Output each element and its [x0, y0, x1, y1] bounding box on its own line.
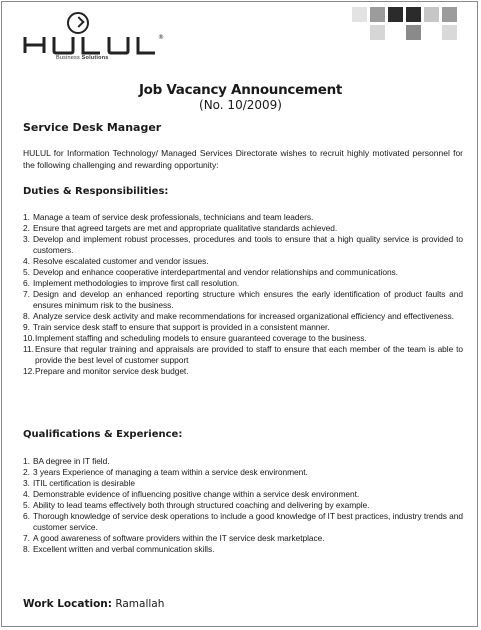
list-item: 7. Design and develop an enhanced reporting structure which ensures the early identification of product faults and ensures minimum risk to the business. — [23, 289, 463, 310]
logo-chevron-icon — [67, 12, 89, 34]
list-item: 5. Develop and enhance cooperative interdepartmental and vendor relationships and communications. — [23, 267, 398, 277]
list-item: 2. Ensure that agreed targets are met and appropriate qualitative standards achieved. — [23, 223, 338, 233]
list-item: 5. Ability to lead teams effectively both through structured coaching and delivering by example. — [23, 500, 370, 510]
list-item: 9. Train service desk staff to ensure that support is provided in a consistent manner. — [23, 322, 330, 332]
list-item: 4. Resolve escalated customer and vendor issues. — [23, 256, 209, 266]
page-title: Job Vacancy Announcement — [138, 82, 343, 98]
list-item: 1. BA degree in IT field. — [23, 456, 110, 466]
list-item: 6. Implement methodologies to improve first call resolution. — [23, 278, 240, 288]
list-item: 11. Ensure that regular training and appraisals are provided to staff to ensure that each member of the team is able to provide the best level of customer support — [23, 344, 463, 365]
qualifications-heading: Qualifications & Experience: — [23, 429, 183, 440]
vacancy-number: (No. 10/2009) — [199, 98, 282, 112]
duties-list — [23, 212, 463, 377]
list-item: 12. Prepare and monitor service desk budget. — [23, 366, 189, 376]
list-item: 3. ITIL certification is desirable — [23, 478, 135, 488]
logo-wordmark — [22, 35, 172, 55]
work-location: Work Location: Ramallah — [23, 598, 165, 610]
job-title: Service Desk Manager — [23, 121, 162, 134]
list-item: 4. Demonstrable evidence of influencing positive change within a service desk environment. — [23, 489, 360, 499]
list-item: 10. Implement staffing and scheduling models to ensure guaranteed coverage to the business. — [23, 333, 367, 343]
intro-paragraph: HULUL for Information Technology/ Managed Services Directorate wishes to recruit highly motivated personnel for the following challenging and rewarding opportunity: — [23, 148, 463, 170]
registered-mark: ® — [158, 34, 164, 41]
list-item: 8. Excellent written and verbal communication skills. — [23, 544, 215, 554]
duties-heading: Duties & Responsibilities: — [23, 186, 169, 197]
list-item: 6. Thorough knowledge of service desk operations to include a good knowledge of IT best practices, industry trends and customer service. — [23, 511, 463, 532]
announcement-page — [1, 1, 478, 627]
list-item: 7. A good awareness of software providers within the IT service desk marketplace. — [23, 533, 325, 543]
list-item: 2. 3 years Experience of managing a team within a service desk environment. — [23, 467, 308, 477]
company-logo — [22, 12, 172, 67]
logo-tagline: Business Solutions — [56, 55, 109, 61]
list-item: 3. Develop and implement robust processes, procedures and tools to ensure that a high quality service is provided to customers. — [23, 234, 463, 255]
decorative-squares — [350, 4, 465, 44]
list-item: 1. Manage a team of service desk professionals, technicians and team leaders. — [23, 212, 314, 222]
qualifications-list — [23, 456, 463, 555]
list-item: 8. Analyze service desk activity and make recommendations for increased organizational efficiency and effectiveness. — [23, 311, 454, 321]
